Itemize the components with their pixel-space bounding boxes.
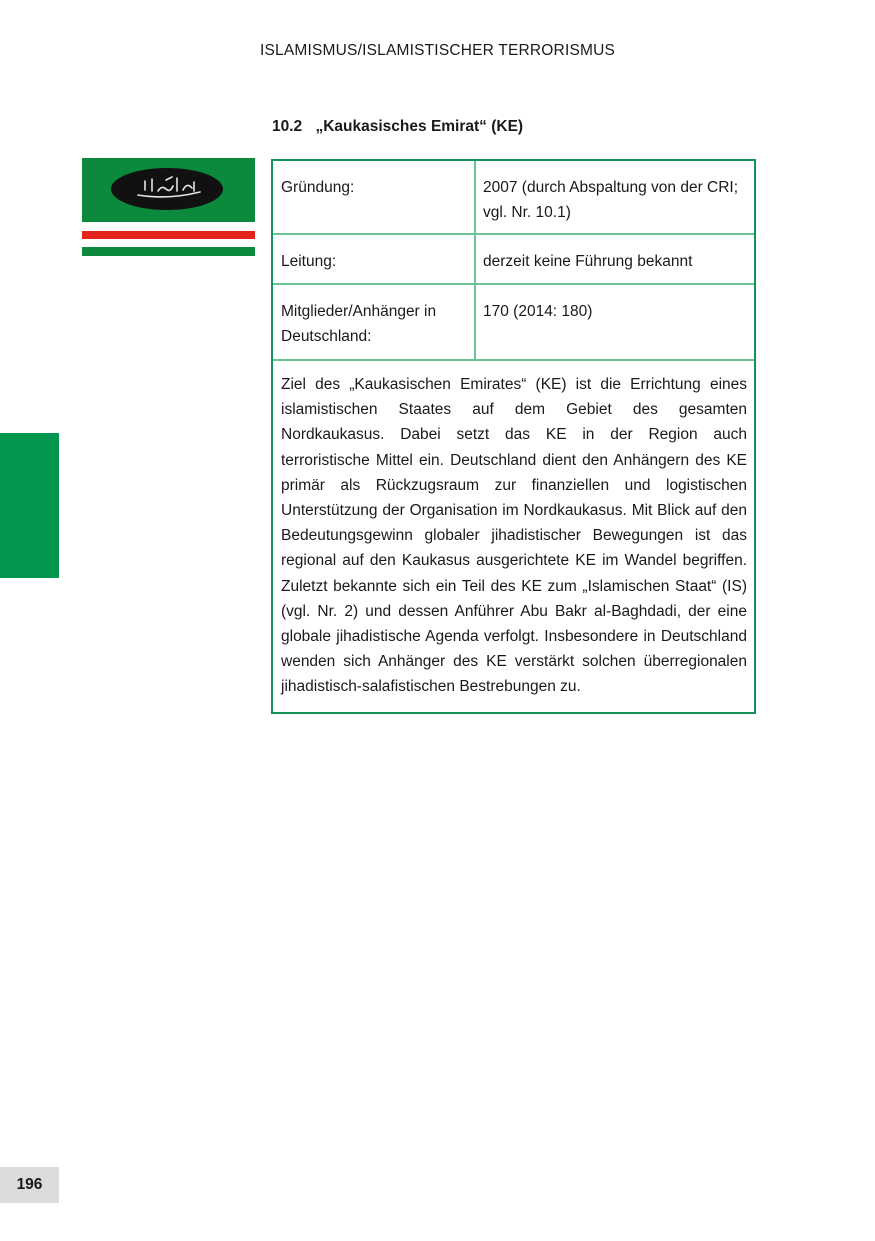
- info-value: 2007 (durch Abspaltung von der CRI; vgl. Nr. 10.1): [483, 179, 739, 221]
- info-row-mitglieder: [273, 285, 754, 361]
- info-value: 170 (2014: 180): [483, 303, 593, 320]
- section-number: 10.2: [272, 118, 303, 135]
- section-heading: [272, 118, 523, 136]
- info-box: [271, 159, 756, 714]
- page-number-label: 196: [16, 1176, 43, 1193]
- info-value: derzeit keine Führung bekannt: [483, 253, 693, 270]
- chapter-side-tab: [0, 433, 59, 578]
- info-label: Gründung:: [273, 161, 476, 233]
- kaukasisches-emirat-flag-icon: [82, 158, 255, 256]
- info-row-leitung: [273, 235, 754, 285]
- section-title: „Kaukasisches Emirat“ (KE): [315, 118, 524, 135]
- page-number: [0, 1167, 59, 1203]
- running-header: ISLAMISMUS/ISLAMISTISCHER TERRORISMUS: [259, 42, 616, 59]
- info-row-gruendung: [273, 161, 754, 235]
- description-text: Ziel des „Kaukasischen Emirates“ (KE) ist die Errichtung eines islamistischen Staates auf dem Gebiet des gesamten Nordkaukasus. Dabei setzt das KE in der Region auch terroristische Mittel ein. Deutschland dient den Anhängern des KE primär als Rückzugsraum zur finanziellen und logistischen Unterstützung der Organisation im Nordkaukasus. Mit Blick auf den Bedeutungsgewinn globaler jihadistischer Bewegungen ist das regional auf den Kaukasus ausgerichtete KE im Wandel begriffen. Zuletzt bekannte sich ein Teil des KE zum „Islamischen Staat“ (IS) (vgl. Nr. 2) und dessen Anführer Abu Bakr al-Baghdadi, der eine globale jihadistische Agenda verfolgt. Insbesondere in Deutschland wenden sich Anhänger des KE verstärkt solchen überregionalen jihadistisch-salafistischen Bestrebungen zu.: [281, 376, 747, 696]
- info-label: Leitung:: [273, 235, 476, 283]
- info-label: Mitglieder/Anhänger in Deutschland:: [273, 285, 476, 359]
